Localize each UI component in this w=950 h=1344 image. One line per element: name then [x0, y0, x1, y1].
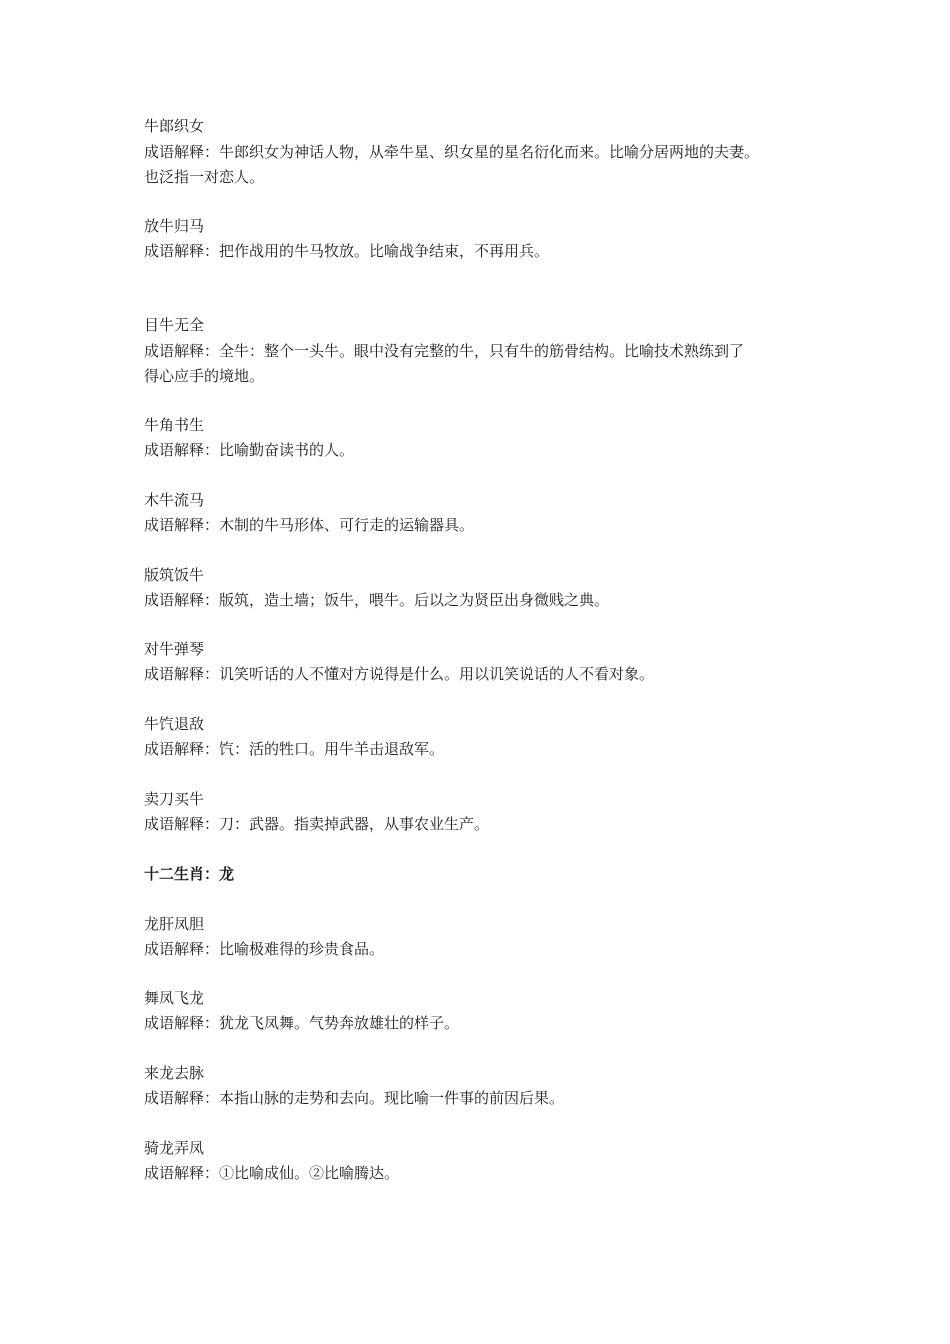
idiom-title: 牛郎织女 — [144, 117, 205, 135]
idiom-title: 目牛无全 — [144, 316, 205, 334]
idiom-title: 对牛弹琴 — [144, 640, 205, 658]
section-heading: 十二生肖：龙 — [144, 865, 235, 883]
idiom-title: 木牛流马 — [144, 491, 205, 509]
idiom-definition: 成语解释：把作战用的牛马牧放。比喻战争结束，不再用兵。 — [144, 242, 550, 260]
idiom-title: 舞凤飞龙 — [144, 989, 205, 1007]
idiom-title: 来龙去脉 — [144, 1064, 205, 1082]
idiom-title: 牛饩退敌 — [144, 715, 205, 733]
idiom-title: 卖刀买牛 — [144, 790, 205, 808]
idiom-definition: 成语解释：木制的牛马形体、可行走的运输器具。 — [144, 516, 475, 534]
idiom-title: 版筑饭牛 — [144, 566, 205, 584]
idiom-title: 龙肝凤胆 — [144, 915, 205, 933]
idiom-definition: 成语解释：比喻勤奋读书的人。 — [144, 441, 355, 459]
idiom-definition: 成语解释：比喻极难得的珍贵食品。 — [144, 940, 385, 958]
idiom-definition: 成语解释：牛郎织女为神话人物，从牵牛星、织女星的星名衍化而来。比喻分居两地的夫妻。 — [144, 143, 760, 161]
idiom-title: 放牛归马 — [144, 217, 205, 235]
idiom-definition: 成语解释：版筑，造土墙；饭牛，喂牛。后以之为贤臣出身微贱之典。 — [144, 591, 610, 609]
idiom-definition: 成语解释：全牛：整个一头牛。眼中没有完整的牛，只有牛的筋骨结构。比喻技术熟练到了 — [144, 342, 745, 360]
idiom-definition-continued: 也泛指一对恋人。 — [144, 168, 265, 186]
idiom-definition-continued: 得心应手的境地。 — [144, 367, 265, 385]
idiom-definition: 成语解释：犹龙飞凤舞。气势奔放雄壮的样子。 — [144, 1014, 460, 1032]
idiom-definition: 成语解释：饩：活的牲口。用牛羊击退敌军。 — [144, 740, 445, 758]
idiom-definition: 成语解释：刀：武器。指卖掉武器，从事农业生产。 — [144, 815, 490, 833]
idiom-definition: 成语解释：讥笑听话的人不懂对方说得是什么。用以讥笑说话的人不看对象。 — [144, 665, 655, 683]
idiom-definition: 成语解释：①比喻成仙。②比喻腾达。 — [144, 1164, 400, 1182]
idiom-definition: 成语解释：本指山脉的走势和去向。现比喻一件事的前因后果。 — [144, 1089, 565, 1107]
idiom-title: 骑龙弄凤 — [144, 1139, 205, 1157]
idiom-title: 牛角书生 — [144, 416, 205, 434]
